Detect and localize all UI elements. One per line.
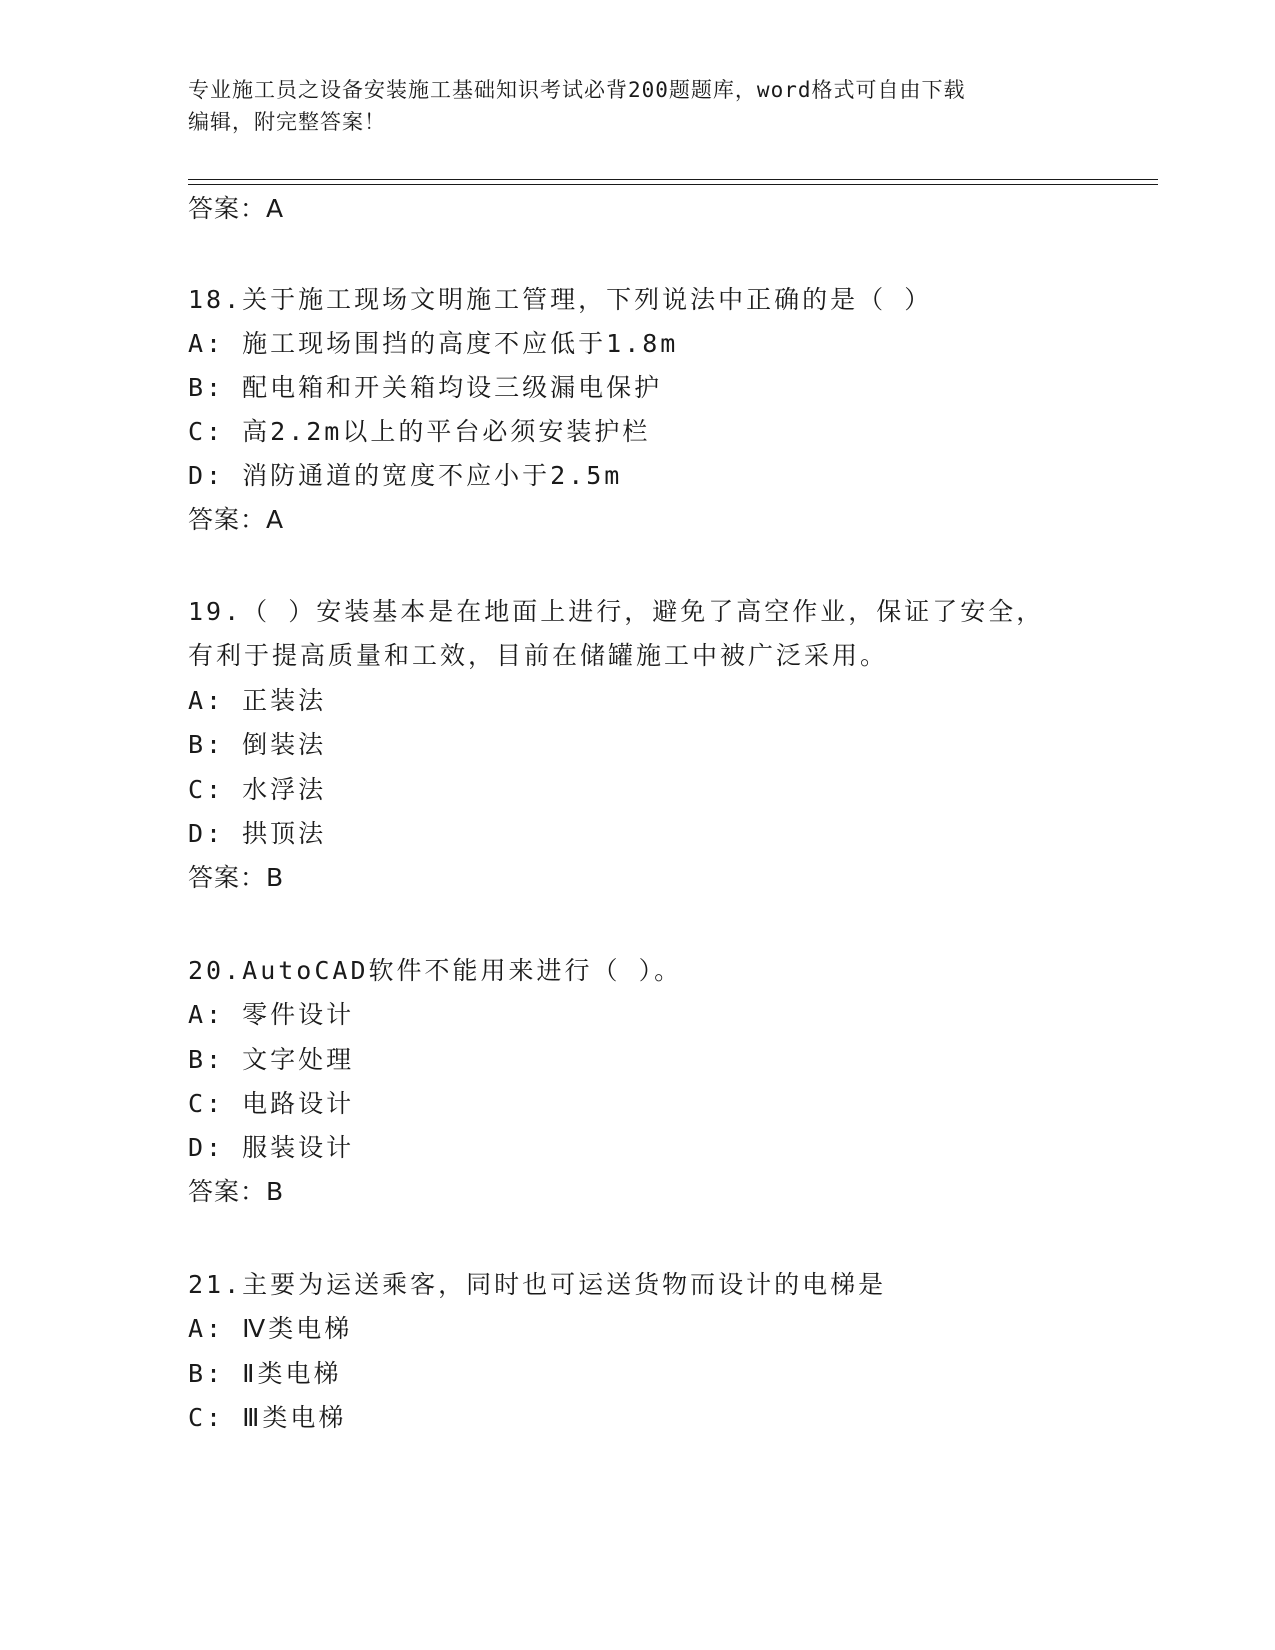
question-18-stem: 18.关于施工现场文明施工管理，下列说法中正确的是（ ） xyxy=(188,285,933,314)
header-line-1: 专业施工员之设备安装施工基础知识考试必背200题题库，word格式可自由下载 xyxy=(188,78,966,102)
question-18-answer: 答案：A xyxy=(188,505,285,534)
question-18-option-c: C: 高2.2m以上的平台必须安装护栏 xyxy=(188,417,651,446)
document-header xyxy=(188,74,1088,138)
question-21-stem: 21.主要为运送乘客，同时也可运送货物而设计的电梯是 xyxy=(188,1270,887,1299)
question-21-option-a: A: Ⅳ类电梯 xyxy=(188,1314,353,1343)
question-19-option-a: A: 正装法 xyxy=(188,686,327,715)
header-rule-bottom xyxy=(188,184,1158,185)
question-20-option-a: A: 零件设计 xyxy=(188,1000,355,1029)
header-rule-top xyxy=(188,179,1158,180)
question-20-option-b: B: 文字处理 xyxy=(188,1045,355,1074)
previous-answer: 答案：A xyxy=(188,194,285,223)
question-19-option-c: C: 水浮法 xyxy=(188,775,327,804)
question-20-option-d: D: 服装设计 xyxy=(188,1133,355,1162)
header-line-2: 编辑，附完整答案！ xyxy=(188,110,386,134)
question-21-option-b: B: Ⅱ类电梯 xyxy=(188,1359,342,1388)
question-19-answer: 答案：B xyxy=(188,863,285,892)
question-20-answer: 答案：B xyxy=(188,1177,285,1206)
question-19-stem-line-2: 有利于提高质量和工效，目前在储罐施工中被广泛采用。 xyxy=(188,641,889,670)
question-18-option-b: B: 配电箱和开关箱均设三级漏电保护 xyxy=(188,373,663,402)
question-19-stem-line-1: 19.（ ）安装基本是在地面上进行，避免了高空作业，保证了安全， xyxy=(188,597,1045,626)
question-21-option-c: C: Ⅲ类电梯 xyxy=(188,1403,347,1432)
question-18-option-a: A: 施工现场围挡的高度不应低于1.8m xyxy=(188,329,679,358)
question-18-option-d: D: 消防通道的宽度不应小于2.5m xyxy=(188,461,623,490)
question-20-stem: 20.AutoCAD软件不能用来进行（ ）。 xyxy=(188,956,683,985)
question-19-option-b: B: 倒装法 xyxy=(188,730,327,759)
question-20-option-c: C: 电路设计 xyxy=(188,1089,355,1118)
question-19-option-d: D: 拱顶法 xyxy=(188,819,327,848)
